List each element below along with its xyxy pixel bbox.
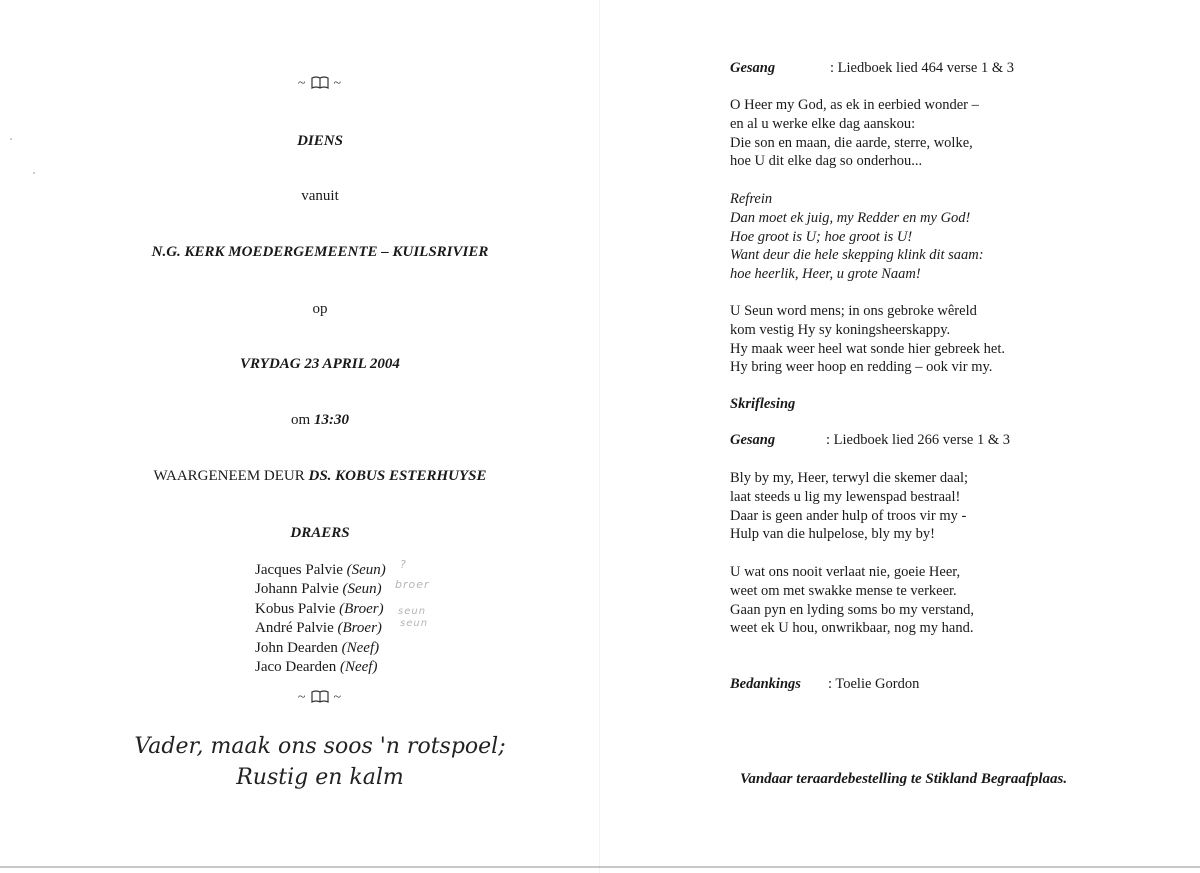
bearer-row xyxy=(255,578,430,599)
officiant-line xyxy=(20,468,620,485)
lyric-line: hoe U dit elke dag so onderhou... xyxy=(730,153,923,170)
handwritten-note: ? xyxy=(400,558,407,571)
right-page xyxy=(600,0,1200,873)
lyric-line: weet om met swakke mense te verkeer. xyxy=(730,582,957,599)
scripture-label: Skriflesing xyxy=(730,396,796,412)
lyric-line: Want deur die hele skepping klink dit saam: xyxy=(730,247,984,264)
lyric-line: Bly by my, Heer, terwyl die skemer daal; xyxy=(730,470,969,486)
thanks-label: Bedankings xyxy=(730,676,801,692)
hymn2-verse3 xyxy=(730,563,974,638)
bearer-relation: (Broer) xyxy=(339,600,384,617)
lyric-line: Hulp van die hulpelose, bly my by! xyxy=(730,526,935,543)
lyric-line: U wat ons nooit verlaat nie, goeie Heer, xyxy=(730,564,961,580)
motto-line-2: Rustig en kalm xyxy=(236,765,404,790)
time-prefix: om xyxy=(291,412,311,428)
lyric-line: en al u werke elke dag aanskou: xyxy=(730,115,916,132)
scan-edge xyxy=(0,866,1200,868)
service-title: DIENS xyxy=(297,133,343,149)
lyric-line: weet ek U hou, onwrikbaar, nog my hand. xyxy=(730,620,974,637)
hymn1-verse3 xyxy=(730,302,1005,377)
church-name: N.G. KERK MOEDERGEMEENTE – KUILSRIVIER xyxy=(151,244,489,260)
hymn2-verse1 xyxy=(730,469,968,544)
lyric-line: Hy bring weer hoop en redding – ook vir my. xyxy=(730,359,993,376)
open-book-icon xyxy=(311,690,329,703)
lyric-line: laat steeds u lig my lewenspad bestraal! xyxy=(730,488,961,505)
scan-speck xyxy=(33,172,35,174)
bearers-title: DRAERS xyxy=(290,525,350,541)
handwritten-note: broer xyxy=(395,578,430,592)
hymn1-heading xyxy=(730,60,1014,77)
lyric-line: Hoe groot is U; hoe groot is U! xyxy=(730,228,913,245)
hymn1-reference: : Liedboek lied 464 verse 1 & 3 xyxy=(830,60,1015,76)
officiant-name: DS. KOBUS ESTERHUYSE xyxy=(308,468,487,484)
motto xyxy=(120,731,520,793)
hymn1-refrain xyxy=(730,190,984,284)
hymn2-label: Gesang xyxy=(730,432,776,448)
bearers-list xyxy=(255,558,430,677)
hymn2-heading xyxy=(730,432,1010,449)
bearer-relation: (Neef) xyxy=(339,659,378,676)
thanks-line xyxy=(730,676,919,693)
bearer-name: Jacques Palvie xyxy=(255,562,343,578)
bearer-relation: (Broer) xyxy=(337,620,382,637)
closing-line: Vandaar teraardebestelling te Stikland Begraafplaas. xyxy=(740,771,1068,787)
on-word: op xyxy=(312,301,328,317)
motto-line-1: Vader, maak ons soos 'n rotspoel; xyxy=(134,734,506,759)
lyric-line: O Heer my God, as ek in eerbied wonder – xyxy=(730,97,979,113)
from-word: vanuit xyxy=(301,188,339,204)
bearer-name: Jaco Dearden xyxy=(255,659,337,676)
hymn2-reference: : Liedboek lied 266 verse 1 & 3 xyxy=(826,432,1011,448)
lyric-line: hoe heerlik, Heer, u grote Naam! xyxy=(730,266,921,283)
open-book-icon xyxy=(311,76,329,89)
hymn1-label: Gesang xyxy=(730,60,776,76)
bearer-name: André Palvie xyxy=(255,620,334,637)
service-date: VRYDAG 23 APRIL 2004 xyxy=(240,356,400,372)
bottom-ornament: ~ ~ xyxy=(297,690,343,705)
lyric-line: Dan moet ek juig, my Redder en my God! xyxy=(730,209,971,226)
hymn1-verse1 xyxy=(730,96,979,171)
lyric-line: Die son en maan, die aarde, sterre, wolke, xyxy=(730,134,973,151)
lyric-line: Hy maak weer heel wat sonde hier gebreek het. xyxy=(730,340,1005,357)
bearer-row xyxy=(255,658,386,677)
top-ornament: ~ ~ xyxy=(297,76,343,91)
bearer-row xyxy=(255,600,427,619)
bearer-row xyxy=(255,558,407,580)
lyric-line: Gaan pyn en lyding soms bo my verstand, xyxy=(730,601,975,618)
service-time: 13:30 xyxy=(313,412,349,428)
lyric-line: kom vestig Hy sy koningsheerskappy. xyxy=(730,321,951,338)
bearer-name: Kobus Palvie xyxy=(255,600,336,617)
lyric-line: U Seun word mens; in ons gebroke wêreld xyxy=(730,303,977,319)
refrain-label: Refrein xyxy=(730,191,773,207)
bearer-name: John Dearden xyxy=(255,639,338,656)
bearer-name: Johann Palvie xyxy=(255,581,339,598)
lyric-line: Daar is geen ander hulp of troos vir my - xyxy=(730,507,967,524)
scan-speck xyxy=(10,138,12,140)
bearer-relation: (Seun) xyxy=(342,581,382,598)
thanks-value: : Toelie Gordon xyxy=(828,676,920,692)
bearer-row xyxy=(255,618,429,638)
officiant-prefix: WAARGENEEM DEUR xyxy=(153,468,305,484)
handwritten-note: seun xyxy=(398,605,427,617)
bearer-row xyxy=(255,639,386,658)
scripture-reading xyxy=(730,396,795,413)
handwritten-note: seun xyxy=(400,618,429,630)
service-time-line xyxy=(20,412,620,429)
bearer-relation: (Seun) xyxy=(346,562,386,578)
bearer-relation: (Neef) xyxy=(341,639,380,656)
